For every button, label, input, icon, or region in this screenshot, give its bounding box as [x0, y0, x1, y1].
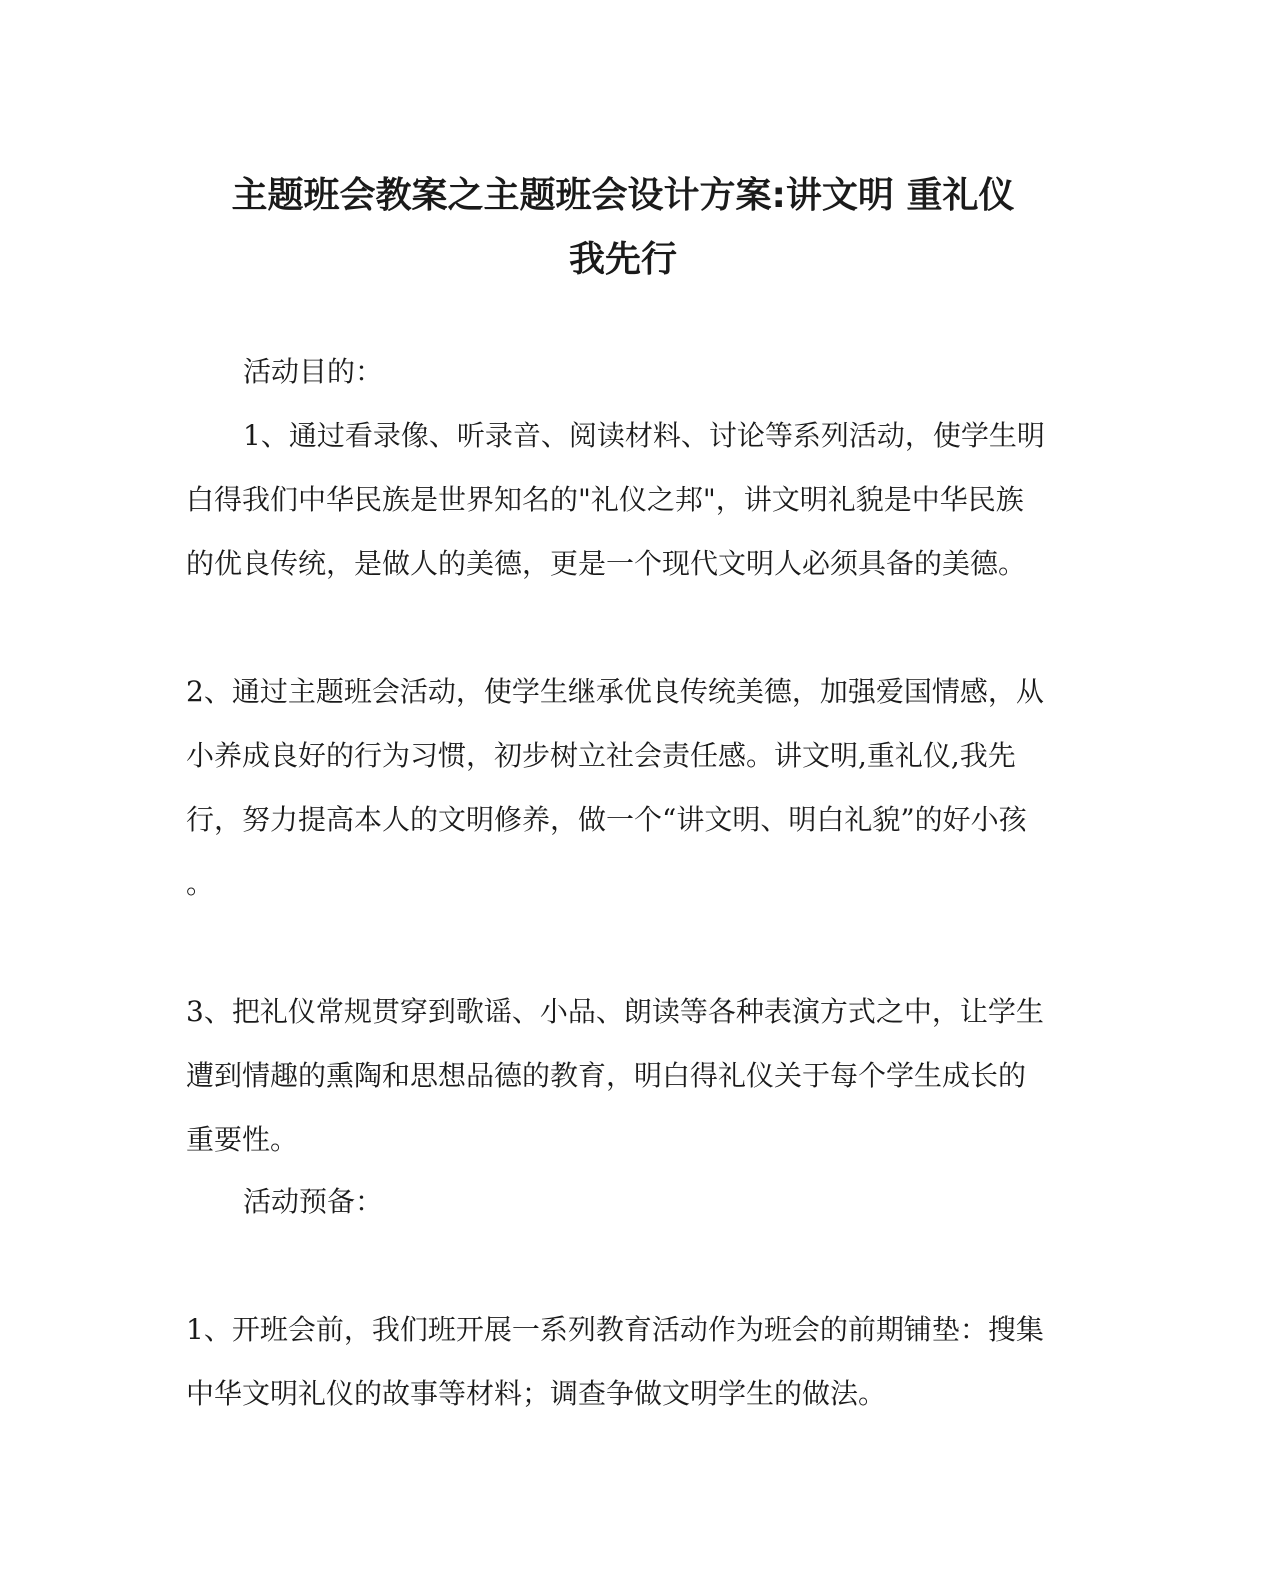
- goal2-line-4: 。: [186, 867, 215, 900]
- goals-heading: 活动目的：: [243, 355, 384, 388]
- goal1-line-2: 白得我们中华民族是世界知名的"礼仪之邦"，讲文明礼貌是中华民族: [186, 483, 1024, 516]
- goal3-line-1: 3、把礼仪常规贯穿到歌谣、小品、朗读等各种表演方式之中，让学生: [186, 995, 1044, 1028]
- goal3-line-3: 重要性。: [186, 1123, 299, 1156]
- prep-heading: 活动预备：: [243, 1185, 384, 1218]
- goal1-line-3: 的优良传统，是做人的美德，更是一个现代文明人必须具备的美德。: [186, 547, 1027, 580]
- prep1-line-2: 中华文明礼仪的故事等材料；调查争做文明学生的做法。: [186, 1377, 887, 1410]
- document-title-line-1: 主题班会教案之主题班会设计方案:讲文明 重礼仪: [231, 175, 1015, 216]
- goal2-line-1: 2、通过主题班会活动，使学生继承优良传统美德，加强爱国情感，从: [186, 675, 1044, 708]
- goal1-line-1: 1、通过看录像、听录音、阅读材料、讨论等系列活动，使学生明: [243, 419, 1045, 452]
- prep1-line-1: 1、开班会前，我们班开展一系列教育活动作为班会的前期铺垫：搜集: [186, 1313, 1044, 1346]
- goal2-line-2: 小养成良好的行为习惯，初步树立社会责任感。讲文明,重礼仪,我先: [186, 739, 1016, 772]
- goal2-line-3: 行，努力提高本人的文明修养，做一个“讲文明、明白礼貌”的好小孩: [186, 803, 1027, 836]
- document-title-line-2: 我先行: [568, 239, 677, 280]
- goal3-line-2: 遭到情趣的熏陶和思想品德的教育，明白得礼仪关于每个学生成长的: [186, 1059, 1027, 1092]
